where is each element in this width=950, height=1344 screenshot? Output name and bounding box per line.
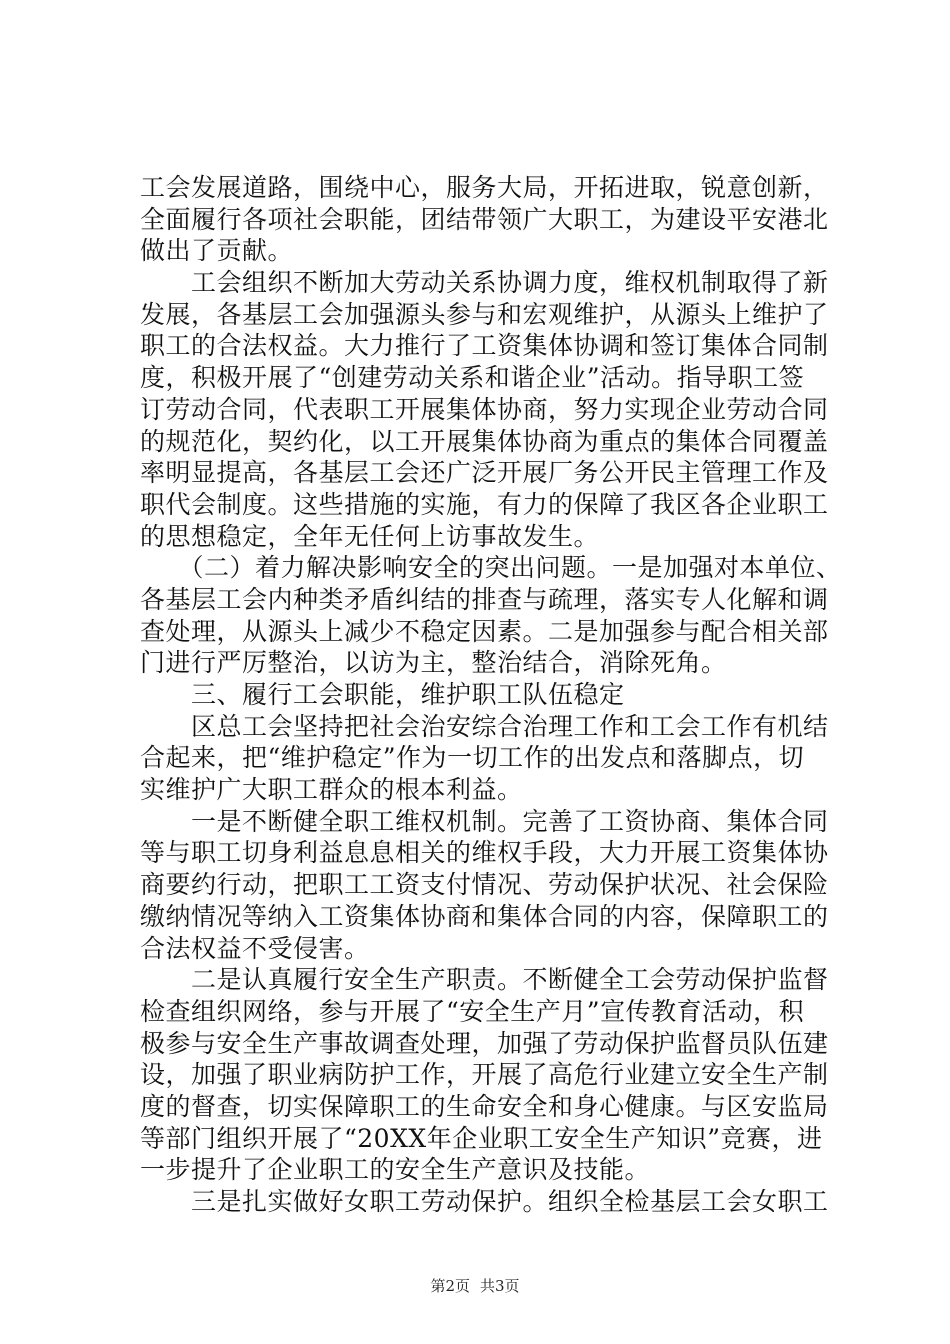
text-line: 二是认真履行安全生产职责。不断健全工会劳动保护监督	[140, 965, 829, 995]
text-line: 缴纳情况等纳入工资集体协商和集体合同的内容，保障职工的	[140, 901, 829, 931]
text-line: 三是扎实做好女职工劳动保护。组织全检基层工会女职工	[140, 1187, 829, 1216]
text-line: 门进行严厉整治，以访为主，整治结合，消除死角。	[140, 648, 727, 678]
text-line: 商要约行动，把职工工资支付情况、劳动保护状况、社会保险	[140, 870, 829, 900]
text-line: 率明显提高，各基层工会还广泛开展厂务公开民主管理工作及	[140, 458, 829, 488]
text-line: 查处理，从源头上减少不稳定因素。二是加强参与配合相关部	[140, 616, 829, 646]
text-line: 工会发展道路，围绕中心，服务大局，开拓进取，锐意创新，	[140, 173, 829, 202]
section-heading: 三、履行工会职能，维护职工队伍稳定	[140, 680, 625, 709]
text-line: 各基层工会内种类矛盾纠结的排查与疏理，落实专人化解和调	[140, 584, 829, 614]
total-pages: 共3页	[480, 1277, 520, 1295]
text-line: 的规范化，契约化，以工开展集体协商为重点的集体合同覆盖	[140, 426, 829, 456]
text-line: 订劳动合同，代表职工开展集体协商，努力实现企业劳动合同	[140, 394, 829, 424]
text-line: 等部门组织开展了“20XX年企业职工安全生产知识”竞赛，进	[140, 1123, 823, 1153]
text-line: 区总工会坚持把社会治安综合治理工作和工会工作有机结	[140, 711, 829, 741]
text-line: 工会组织不断加大劳动关系协调力度，维权机制取得了新	[140, 268, 829, 298]
text-line: 检查组织网络，参与开展了“安全生产月”宣传教育活动，积	[140, 996, 805, 1026]
text-line: 实维护广大职工群众的根本利益。	[140, 775, 523, 805]
text-line: 的思想稳定，全年无任何上访事故发生。	[140, 521, 600, 551]
text-line: 一步提升了企业职工的安全生产意识及技能。	[140, 1155, 651, 1185]
text-line: 职工的合法权益。大力推行了工资集体协调和签订集体合同制	[140, 331, 829, 361]
text-line: 极参与安全生产事故调查处理，加强了劳动保护监督员队伍建	[140, 1028, 829, 1058]
text-line: 全面履行各项社会职能，团结带领广大职工，为建设平安港北	[140, 204, 829, 234]
page-number: 第2页	[430, 1277, 470, 1295]
text-line: （二）着力解决影响安全的突出问题。一是加强对本单位、	[140, 553, 842, 583]
page-footer	[0, 1276, 950, 1296]
text-line: 度的督查，切实保障职工的生命安全和身心健康。与区安监局	[140, 1091, 829, 1121]
document-body	[140, 172, 840, 1218]
text-line: 一是不断健全职工维权机制。完善了工资协商、集体合同	[140, 806, 829, 836]
text-line: 等与职工切身利益息息相关的维权手段，大力开展工资集体协	[140, 838, 829, 868]
text-line: 设，加强了职业病防护工作，开展了高危行业建立安全生产制	[140, 1060, 829, 1090]
text-line: 职代会制度。这些措施的实施，有力的保障了我区各企业职工	[140, 489, 829, 519]
text-line: 合起来，把“维护稳定”作为一切工作的出发点和落脚点，切	[140, 743, 805, 773]
text-line: 合法权益不受侵害。	[140, 933, 370, 963]
text-line: 发展，各基层工会加强源头参与和宏观维护，从源头上维护了	[140, 299, 829, 329]
text-line: 度，积极开展了“创建劳动关系和谐企业”活动。指导职工签	[140, 363, 805, 393]
text-line: 做出了贡献。	[140, 236, 294, 266]
